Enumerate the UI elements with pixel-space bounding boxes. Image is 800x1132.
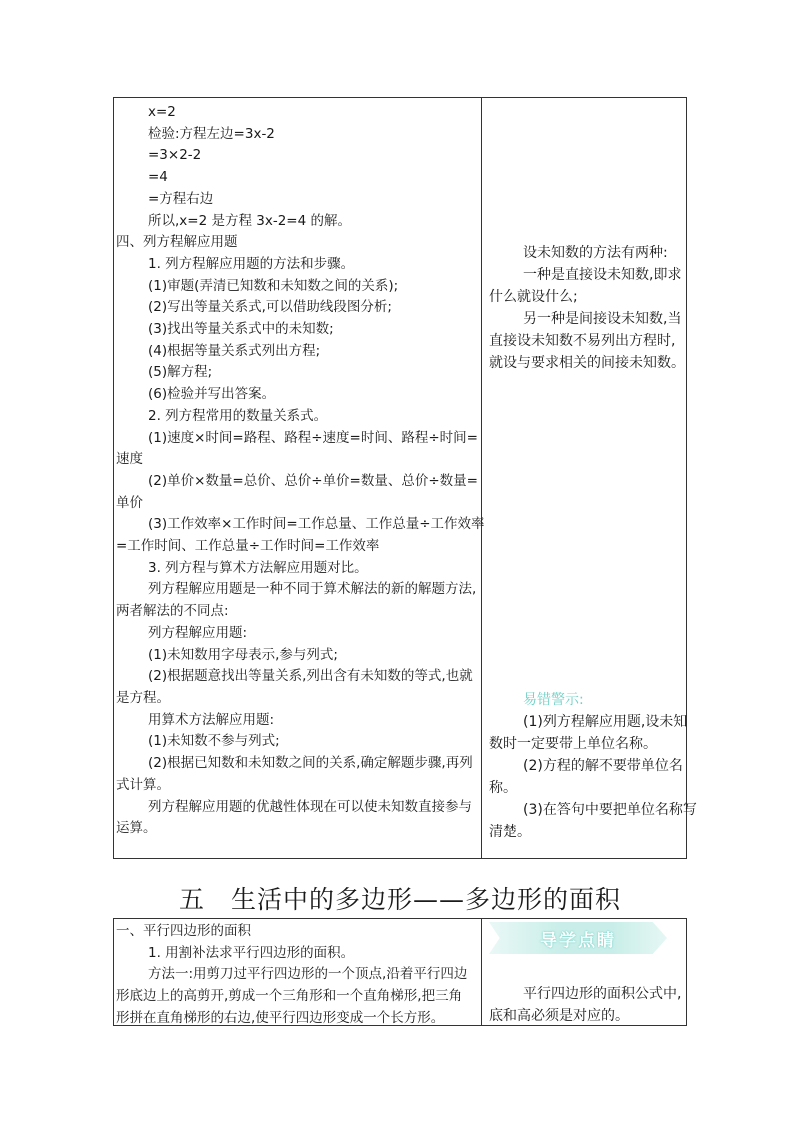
warning-line: 清楚。	[489, 824, 531, 840]
warning-line: (1)列方程解应用题,设未知	[523, 714, 688, 730]
text-line: (2)根据题意找出等量关系,列出含有未知数的等式,也就	[148, 668, 473, 685]
note-line: 什么就设什么;	[489, 289, 578, 305]
text-line: 所以,x=2 是方程 3x-2=4 的解。	[148, 212, 351, 229]
warning-line: (3)在答句中要把单位名称写	[523, 802, 697, 818]
text-line: 列方程解应用题是一种不同于算术解法的新的解题方法,	[148, 581, 477, 598]
section-heading: 四、列方程解应用题	[116, 234, 238, 251]
text-line: (3)找出等量关系式中的未知数;	[148, 321, 334, 338]
main-content-column	[116, 921, 478, 1030]
text-line: (5)解方程;	[148, 364, 213, 381]
notes-table-1	[113, 97, 697, 859]
text-line: 方法一:用剪刀过平行四边形的一个顶点,沿着平行四边	[148, 966, 468, 983]
guide-banner	[489, 922, 667, 954]
note-line: 设未知数的方法有两种:	[523, 245, 668, 261]
text-line: 1. 列方程解应用题的方法和步骤。	[148, 255, 355, 272]
text-line: 2. 列方程常用的数量关系式。	[148, 407, 328, 424]
text-line: 用算术方法解应用题:	[148, 711, 275, 728]
text-line: (1)未知数用字母表示,参与列式;	[148, 646, 338, 663]
warning-line: 称。	[489, 780, 517, 796]
text-line: 速度	[116, 451, 143, 468]
text-line: (1)未知数不参与列式;	[148, 733, 280, 750]
text-line: (4)根据等量关系式列出方程;	[148, 342, 321, 359]
text-line: =方程右边	[148, 190, 214, 207]
section-title	[0, 880, 800, 916]
text-line: 是方程。	[116, 689, 170, 706]
main-content-column	[116, 102, 485, 840]
text-line: 1. 用割补法求平行四边形的面积。	[148, 944, 355, 961]
text-line: (2)根据已知数和未知数之间的关系,确定解题步骤,再列	[148, 755, 473, 772]
text-line: (3)工作效率×工作时间=工作总量、工作总量÷工作效率	[148, 516, 485, 533]
text-line: 单价	[116, 494, 143, 511]
section-title-text: 生活中的多边形——多边形的面积	[231, 885, 622, 914]
text-line: 运算。	[116, 820, 157, 837]
section-heading: 一、平行四边形的面积	[116, 923, 251, 939]
tip-text	[489, 983, 683, 1027]
text-line: (1)速度×时间=路程、路程÷速度=时间、路程÷时间=	[148, 429, 478, 446]
text-line: 两者解法的不同点:	[116, 603, 229, 620]
text-line: =工作时间、工作总量÷工作时间=工作效率	[116, 538, 380, 555]
text-line: =3×2-2	[148, 147, 202, 164]
note-line: 平行四边形的面积公式中,	[523, 986, 682, 1002]
note-line: 一种是直接设未知数,即求	[523, 267, 682, 283]
section-number: 五	[178, 885, 205, 914]
column-divider	[481, 98, 482, 858]
text-line: 检验:方程左边=3x-2	[148, 125, 275, 142]
text-line: 列方程解应用题的优越性体现在可以使未知数直接参与	[148, 798, 472, 815]
note-line: 就设与要求相关的间接未知数。	[489, 355, 685, 371]
text-line: 形拼在直角梯形的右边,使平行四边形变成一个长方形。	[116, 1009, 445, 1026]
text-line: (2)单价×数量=总价、总价÷单价=数量、总价÷数量=	[148, 472, 478, 489]
warning-line: 数时一定要带上单位名称。	[489, 736, 657, 752]
text-line: 列方程解应用题:	[148, 624, 248, 641]
text-line: (1)审题(弄清已知数和未知数之间的关系);	[148, 277, 399, 294]
note-line: 底和高必须是对应的。	[489, 1008, 629, 1024]
column-divider	[481, 919, 482, 1025]
warning-title: 易错警示:	[523, 692, 584, 708]
text-line: x=2	[148, 104, 176, 120]
text-line: 式计算。	[116, 776, 170, 793]
warning-line: (2)方程的解不要带单位名	[523, 758, 683, 774]
side-notes-column	[489, 242, 683, 374]
note-line: 直接设未知数不易列出方程时,	[489, 333, 676, 349]
note-line: 另一种是间接设未知数,当	[523, 311, 682, 327]
text-line: (2)写出等量关系式,可以借助线段图分析;	[148, 299, 392, 316]
text-line: 形底边上的高剪开,剪成一个三角形和一个直角梯形,把三角	[116, 988, 463, 1005]
banner-title: 导学点睛	[540, 931, 616, 951]
text-line: (6)检验并写出答案。	[148, 386, 276, 403]
warning-box	[489, 689, 697, 843]
text-line: 3. 列方程与算术方法解应用题对比。	[148, 559, 368, 576]
notes-table-2	[113, 918, 687, 1026]
text-line: =4	[148, 169, 168, 186]
